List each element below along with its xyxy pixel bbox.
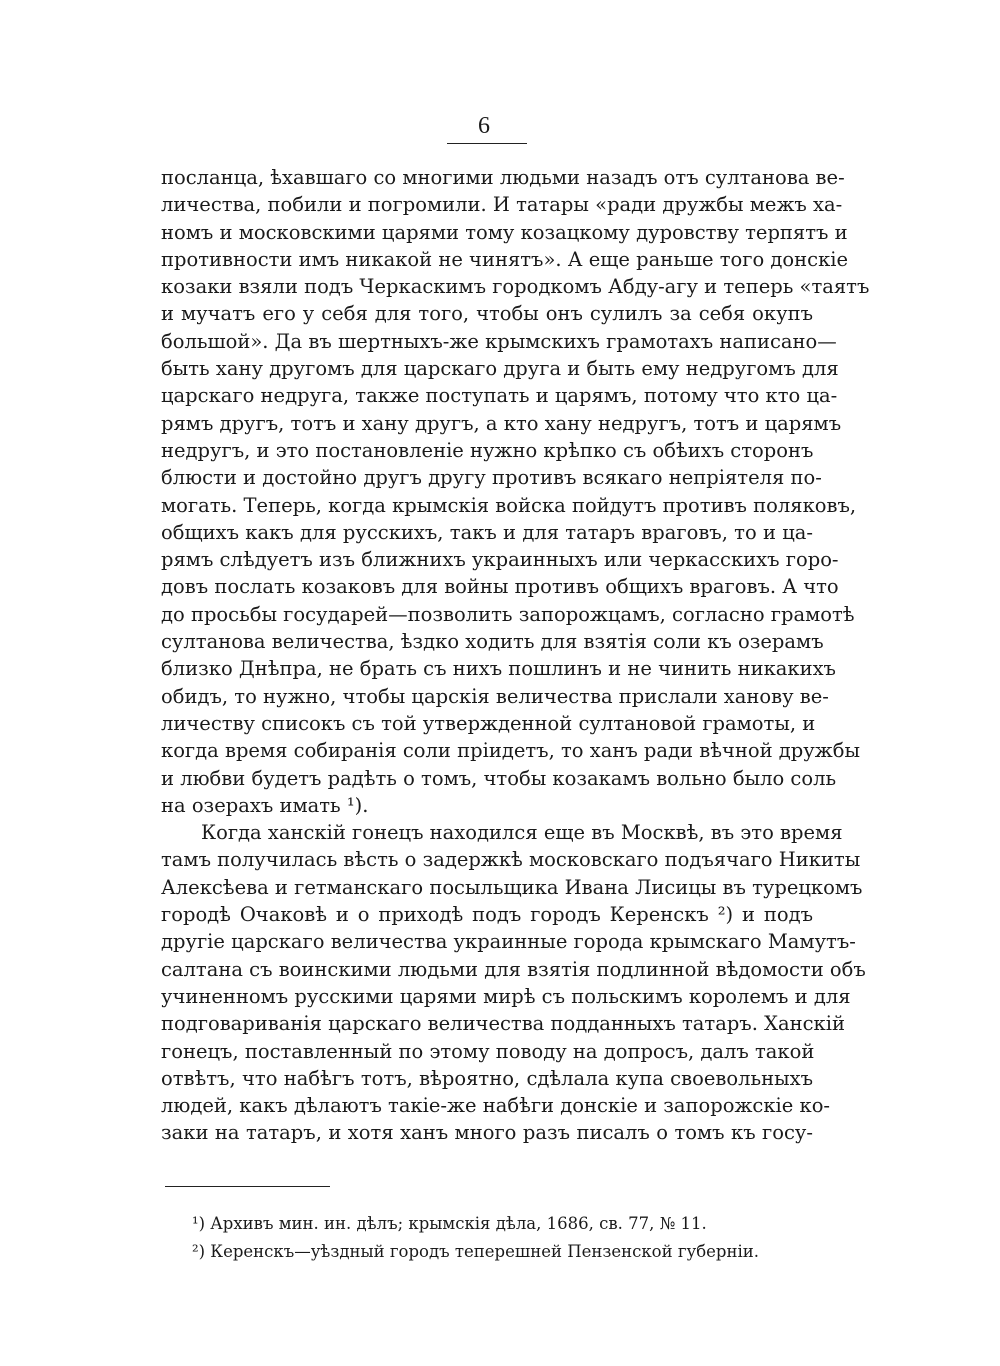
text-line: рямъ слѣдуетъ изъ ближнихъ украинныхъ или черкасскихъ горо-	[161, 548, 839, 572]
paragraph-1	[161, 164, 870, 819]
text-line: отвѣтъ, что набѣгъ тотъ, вѣроятно, сдѣлала купа своевольныхъ	[161, 1066, 813, 1090]
text-line: султанова величества, ѣздко ходить для взятія соли къ озерамъ	[161, 630, 824, 654]
page-number: 6	[478, 113, 490, 139]
text-line: другіе царскаго величества украинные города крымскаго Мамутъ-	[161, 930, 856, 954]
text-line: гонецъ, поставленный по этому поводу на допросъ, далъ такой	[161, 1039, 815, 1063]
text-line: козаки взяли подъ Черкаскимъ городкомъ Абду-агу и теперь «таятъ	[161, 275, 870, 299]
body-text	[161, 164, 870, 1147]
text-line: царскаго недруга, также поступать и царямъ, потому что кто ца-	[161, 384, 838, 408]
text-line: Когда ханскій гонецъ находился еще въ Москвѣ, въ это время	[201, 821, 843, 845]
text-line: противности имъ никакой не чинятъ». А еще раньше того донскіе	[161, 247, 849, 271]
text-line: на озерахъ имать ¹).	[161, 793, 369, 817]
text-line: могать. Теперь, когда крымскія войска пойдутъ противъ поляковъ,	[161, 493, 857, 517]
text-line: салтана съ воинскими людьми для взятія подлинной вѣдомости объ	[161, 957, 866, 981]
text-line: учиненномъ русскими царями мирѣ съ польскимъ королемъ и для	[161, 984, 851, 1008]
page-number-rule	[447, 143, 527, 144]
text-line: близко Днѣпра, не брать съ нихъ пошлинъ и не чинить никакихъ	[161, 657, 836, 681]
text-line: до просьбы государей—позволить запорожцамъ, согласно грамотѣ	[161, 602, 855, 626]
text-line: большой». Да въ шертныхъ-же крымскихъ грамотахъ написано—	[161, 329, 837, 353]
text-line: личеству списокъ съ той утвержденной султановой грамоты, и	[161, 711, 816, 735]
text-line: быть хану другомъ для царскаго друга и быть ему недругомъ для	[161, 357, 839, 381]
footnote-1: ¹) Архивъ мин. ин. дѣлъ; крымскія дѣла, 1686, св. 77, № 11.	[192, 1214, 707, 1233]
text-line: и любви будетъ радѣть о томъ, чтобы козакамъ вольно было соль	[161, 766, 837, 790]
text-line: посланца, ѣхавшаго со многими людьми назадъ отъ султанова ве-	[161, 166, 845, 189]
text-line: недругъ, и это постановленіе нужно крѣпко съ обѣихъ сторонъ	[161, 438, 814, 462]
text-line: заки на татаръ, и хотя ханъ много разъ писалъ о томъ къ госу-	[161, 1121, 813, 1145]
text-line: и мучатъ его у себя для того, чтобы онъ сулилъ за себя окупъ	[161, 302, 813, 326]
text-line: личества, побили и погромили. И татары «ради дружбы межъ ха-	[161, 193, 843, 217]
text-line: номъ и московскими царями тому козацкому дуровству терпятъ и	[161, 220, 848, 244]
text-line: блюсти и достойно другъ другу противъ всякаго непріятеля по-	[161, 466, 822, 490]
text-line: людей, какъ дѣлаютъ такіе-же набѣги донскіе и запорожскіе ко-	[161, 1094, 831, 1118]
footnote-rule	[165, 1186, 330, 1187]
text-line: тамъ получилась вѣсть о задержкѣ московскаго подъячаго Никиты	[161, 848, 861, 872]
paragraph-2	[161, 819, 866, 1147]
text-line: когда время собиранія соли пріидетъ, то ханъ ради вѣчной дружбы	[161, 739, 860, 763]
text-line: общихъ какъ для русскихъ, такъ и для татаръ враговъ, то и ца-	[161, 520, 813, 544]
text-line: рямъ другъ, тотъ и хану другъ, а кто хану недругъ, тотъ и царямъ	[161, 411, 842, 435]
text-line: подговариванія царскаго величества подданныхъ татаръ. Ханскій	[161, 1012, 845, 1036]
text-line: городѣ Очаковѣ и о приходѣ подъ городъ Керенскъ ²) и подъ	[161, 903, 813, 927]
footnotes	[192, 1210, 812, 1266]
text-line: обидъ, то нужно, чтобы царскія величества прислали ханову ве-	[161, 684, 829, 708]
text-line: Алексѣева и гетманскаго посыльщика Ивана Лисицы въ турецкомъ	[161, 875, 863, 899]
text-line: довъ послать козаковъ для войны противъ общихъ враговъ. А что	[161, 575, 839, 599]
footnote-2: ²) Керенскъ—уѣздный городъ теперешней Пензенской губерніи.	[192, 1242, 759, 1261]
